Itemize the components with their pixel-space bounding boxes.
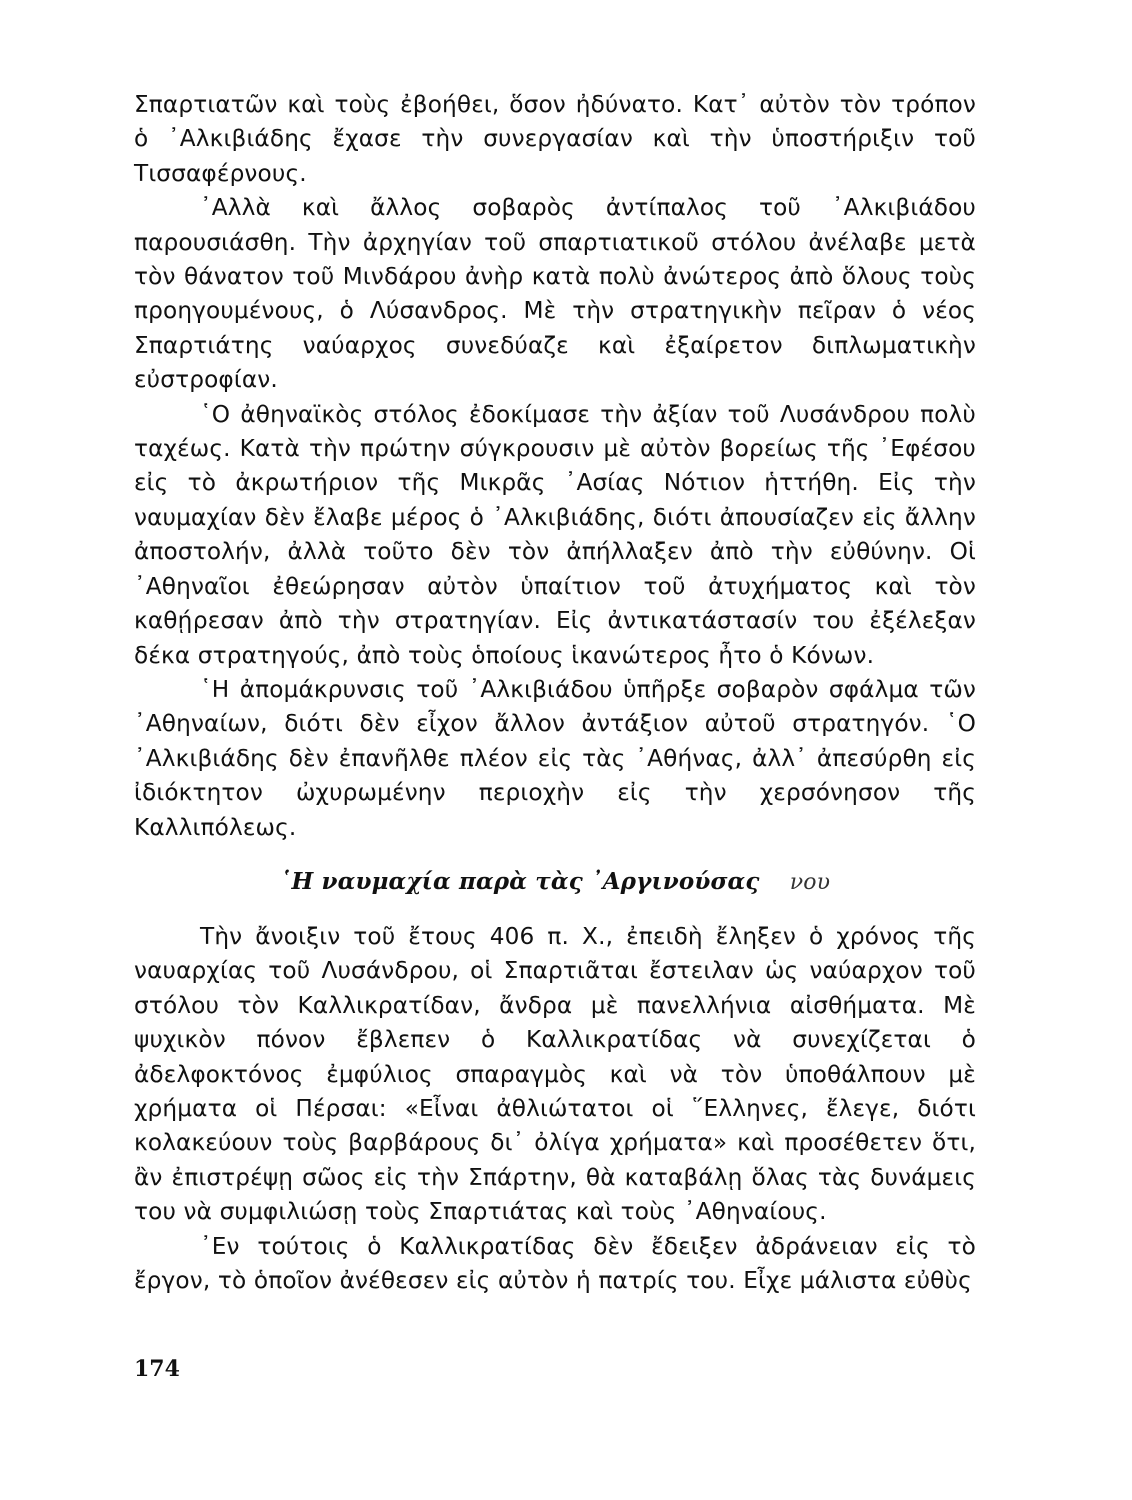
paragraph-4: ῾Η ἀπομάκρυνσις τοῦ ᾿Αλκιβιάδου ὑπῆρξε σοβαρὸν σφάλμα τῶν ᾿Αθηναίων, διότι δὲν εἶχον ἄλλον ἀντάξιον αὐτοῦ στρατηγόν. ῾Ο ᾿Αλκιβιάδης δὲν ἐπανῆλθε πλέον εἰς τὰς ᾿Αθήνας, ἀλλ᾿ ἀπεσύρθη εἰς ἰδιόκτητον ὠχυρωμένην περιοχὴν εἰς τὴν χερσόνησον τῆς Καλλιπόλεως.	[134, 675, 976, 841]
paragraph-6: ᾿Εν τούτοις ὁ Καλλικρατίδας δὲν ἔδειξεν ἀδράνειαν εἰς τὸ ἔργον, τὸ ὁποῖον ἀνέθεσεν εἰς αὐτὸν ἡ πατρίς του. Εἶχε μάλιστα εὐθὺς	[134, 1232, 976, 1294]
paragraph-5: Τὴν ἄνοιξιν τοῦ ἔτους 406 π. Χ., ἐπειδὴ ἔληξεν ὁ χρόνος τῆς ναυαρχίας τοῦ Λυσάνδρου, οἱ Σπαρτιᾶται ἔστειλαν ὡς ναύαρχον τοῦ στόλου τὸν Καλλικρατίδαν, ἄνδρα μὲ πανελλήνια αἰσθήματα. Μὲ ψυχικὸν πόνον ἔβλεπεν ὁ Καλλικρατίδας νὰ συνεχίζεται ὁ ἀδελφοκτόνος ἐμφύλιος σπαραγμὸς καὶ νὰ τὸν ὑποθάλπουν μὲ χρήματα οἱ Πέρσαι: «Εἶναι ἀθλιώτατοι οἱ ῞Ελληνες, ἔλεγε, διότι κολακεύουν τοὺς βαρβάρους δι᾿ ὀλίγα χρήματα» καὶ προσέθετεν ὅτι, ἂν ἐπιστρέψῃ σῶος εἰς τὴν Σπάρτην, θὰ καταβάλῃ ὅλας τὰς δυνάμεις του νὰ συμφιλιώσῃ τοὺς Σπαρτιάτας καὶ τοὺς ᾿Αθηναίους.	[134, 922, 976, 1226]
handwritten-mark: νου	[789, 869, 831, 895]
page-number: 174	[134, 1356, 180, 1382]
paragraph-1: Σπαρτιατῶν καὶ τοὺς ἐβοήθει, ὅσον ἠδύνατο. Κατ᾿ αὐτὸν τὸν τρόπον ὁ ᾿Αλκιβιάδης ἔχασε τὴν συνεργασίαν καὶ τὴν ὑποστήριξιν τοῦ Τισσαφέρνους.	[134, 91, 976, 187]
body-text	[134, 88, 976, 1298]
paragraph-2: ᾿Αλλὰ καὶ ἄλλος σοβαρὸς ἀντίπαλος τοῦ ᾿Αλκιβιάδου παρουσιάσθη. Τὴν ἀρχηγίαν τοῦ σπαρτιατικοῦ στόλου ἀνέλαβε μετὰ τὸν θάνατον τοῦ Μινδάρου ἀνὴρ κατὰ πολὺ ἀνώτερος ἀπὸ ὅλους τοὺς προηγουμένους, ὁ Λύσανδρος. Μὲ τὴν στρατηγικὴν πεῖραν ὁ νέος Σπαρτιάτης ναύαρχος συνεδύαζε καὶ ἐξαίρετον διπλωματικὴν εὐστροφίαν.	[134, 194, 976, 394]
section-heading-text: ῾Η ναυμαχία παρὰ τὰς ᾿Αργινούσας	[279, 867, 760, 895]
paragraph-3: ῾Ο ἀθηναϊκὸς στόλος ἐδοκίμασε τὴν ἀξίαν τοῦ Λυσάνδρου πολὺ ταχέως. Κατὰ τὴν πρώτην σύγκρουσιν μὲ αὐτὸν βορείως τῆς ᾿Εφέσου εἰς τὸ ἀκρωτήριον τῆς Μικρᾶς ᾿Ασίας Νότιον ἡττήθη. Εἰς τὴν ναυμαχίαν δὲν ἔλαβε μέρος ὁ ᾿Αλκιβιάδης, διότι ἀπουσίαζεν εἰς ἄλλην ἀποστολήν, ἀλλὰ τοῦτο δὲν τὸν ἀπήλλαξεν ἀπὸ τὴν εὐθύνην. Οἱ ᾿Αθηναῖοι ἐθεώρησαν αὐτὸν ὑπαίτιον τοῦ ἀτυχήματος καὶ τὸν καθῄρεσαν ἀπὸ τὴν στρατηγίαν. Εἰς ἀντικατάστασίν του ἐξέλεξαν δέκα στρατηγούς, ἀπὸ τοὺς ὁποίους ἱκανώτερος ἦτο ὁ Κόνων.	[134, 400, 976, 669]
section-heading	[134, 865, 976, 900]
